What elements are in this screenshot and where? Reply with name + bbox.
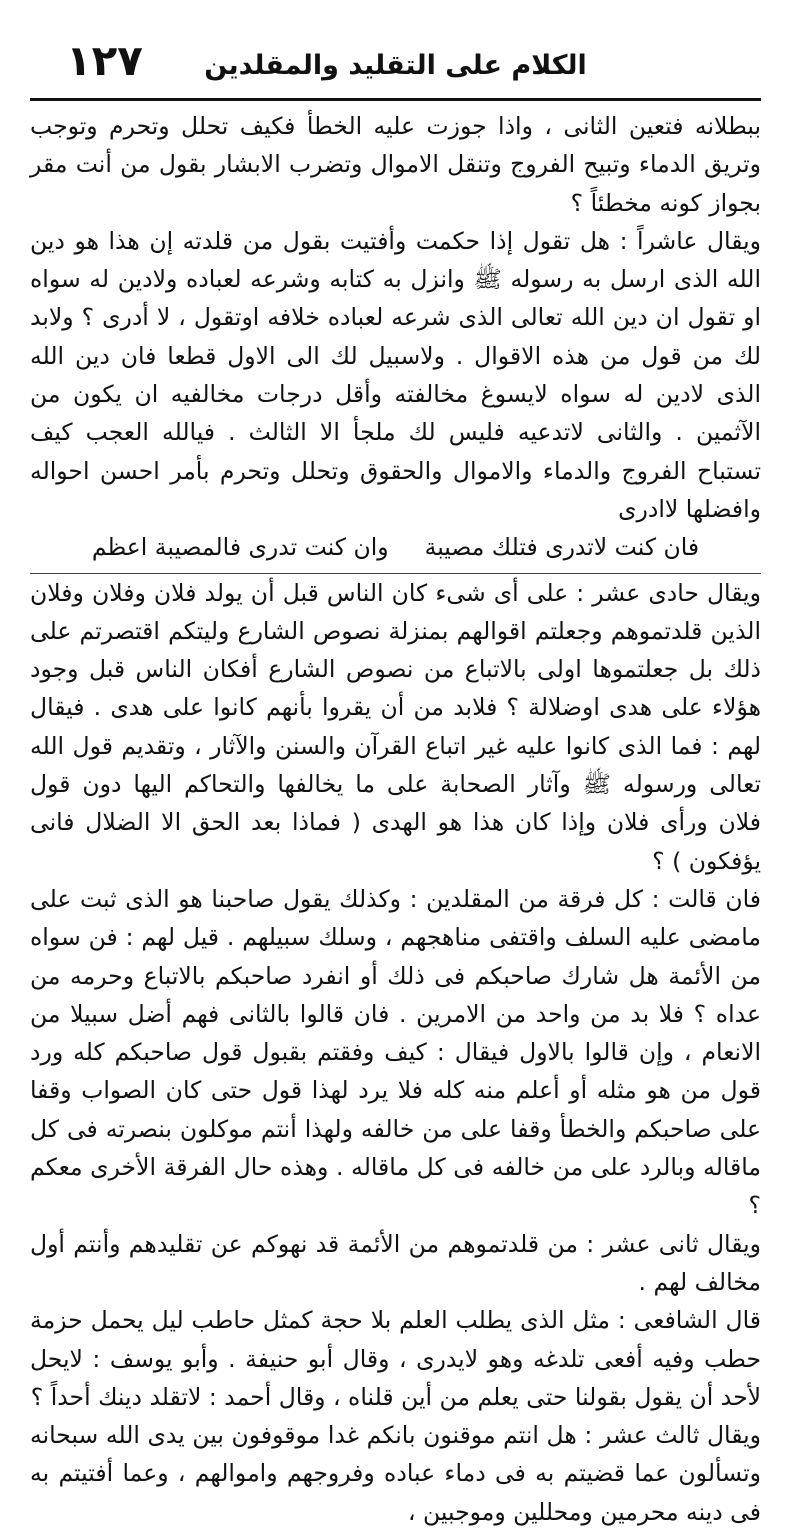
paragraph: ويقال حادى عشر : على أى شىء كان الناس قبل أن يولد فلان وفلان وفلان الذين قلدتموهم وجعلتم اقوالهم بمنزلة نصوص الشارع وليتكم اقتصرتم على ذلك بل جعلتموها اولى بالاتباع من نصوص الشارع أفكان الناس قبل وجود هؤلاء على هدى اوضلالة ؟ فلابد من أن يقروا بأنهم كانوا على هدى . فيقال لهم : فما الذى كانوا عليه غير اتباع القرآن والسنن والآثار ، وتقديم قول الله تعالى ورسوله ﷺ وآثار الصحابة على ما يخالفها والتحاكم اليها دون قول فلان ورأى فلان وإذا كان هذا هو الهدى ( فماذا بعد الحق الا الضلال فانى يؤفكون ) ؟ bbox=[30, 578, 761, 875]
verse-hemistich: فان كنت لاتدرى فتلك مصيبة bbox=[424, 533, 700, 562]
page-header bbox=[30, 36, 761, 101]
paragraph: ويقال ثالث عشر : هل انتم موقنون بانكم غدا موقوفون بين يدى الله سبحانه وتسألون عما قضيتم به فى دماء عباده وفروجهم واموالهم ، وعما أفتيتم به فى دينه محرمين ومحللين وموجبين ، bbox=[30, 1421, 761, 1526]
verse bbox=[30, 528, 761, 566]
body-text bbox=[30, 107, 761, 1531]
running-title: الكلام على التقليد والمقلدين bbox=[204, 50, 587, 81]
paragraph: ويقال عاشراً : هل تقول إذا حكمت وأفتيت بقول من قلدته إن هذا هو دين الله الذى ارسل به رسوله ﷺ وانزل به كتابه وشرعه لعباده ولادين له سواه او تقول ان دين الله تعالى الذى شرعه لعباده خلافه اوتقول ، لا أدرى ؟ ولابد لك من قول من هذه الاقوال . ولاسبيل لك الى الاول قطعا فان دين الله الذى لادين له سواه لايسوغ مخالفته وأقل درجات مخالفيه ان يكون من الآثمين . والثانى لاتدعيه فليس لك ملجأ الا الثالث . فيالله العجب كيف تستباح الفروج والدماء والاموال والحقوق وتحلل وتحرم بأمر احسن احواله وافضلها لاادرى bbox=[30, 226, 761, 523]
paragraph: فان قالت : كل فرقة من المقلدين : وكذلك يقول صاحبنا هو الذى ثبت على مامضى عليه السلف واقتفى مناهجهم ، وسلك سبيلهم . قيل لهم : فن سواه من الأئمة هل شارك صاحبكم فى ذلك أو انفرد صاحبكم بالاتباع وحرمه من عداه ؟ فلا بد من واحد من الامرين . فان قالوا بالثانى فهم أضل سبيلا من الانعام ، وإن قالوا بالاول فيقال : كيف وفقتم بقبول قول صاحبكم كله ورد قول من هو مثله أو أعلم منه كله فلا يرد لهذا قول حتى كان الصواب وقفا على صاحبكم والخطأ وقفا على من خالفه ولهذا أنتم موكلون بنصرته فى كل ماقاله وبالرد على من خالفه فى كل ماقاله . وهذه حال الفرقة الأخرى معكم ؟ bbox=[30, 884, 761, 1220]
paragraph: قال الشافعى : مثل الذى يطلب العلم بلا حجة كمثل حاطب ليل يحمل حزمة حطب وفيه أفعى تلدغه وهو لايدرى ، وقال أبو حنيفة . وأبو يوسف : لايحل لأحد أن يقول بقولنا حتى يعلم من أين قلناه ، وقال أحمد : لاتقلد دينك أحداً ؟ bbox=[30, 1306, 761, 1411]
paragraph: ببطلانه فتعين الثانى ، واذا جوزت عليه الخطأ فكيف تحلل وتحرم وتوجب وتريق الدماء وتبيح الفروج وتنقل الاموال وتضرب الابشار بقول من أنت مقر بجواز كونه مخطئاً ؟ bbox=[30, 112, 761, 217]
verse-hemistich: وان كنت تدرى فالمصيبة اعظم bbox=[91, 533, 389, 562]
paragraph: ويقال ثانى عشر : من قلدتموهم من الأئمة قد نهوكم عن تقليدهم وأنتم أول مخالف لهم . bbox=[30, 1229, 761, 1296]
page-number: ١٢٧ bbox=[66, 36, 143, 85]
